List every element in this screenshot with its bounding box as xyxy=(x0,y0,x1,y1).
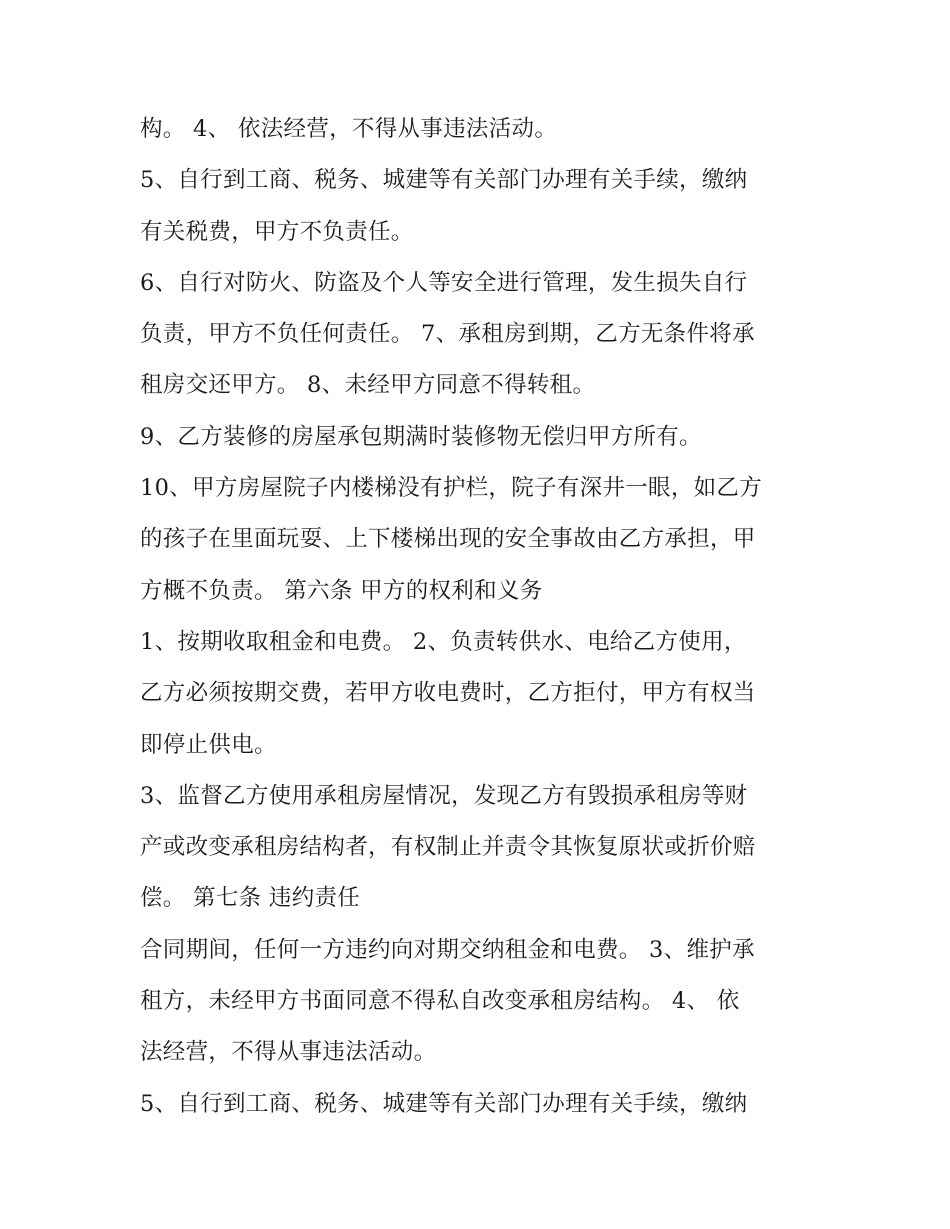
text-line: 构。 4、 依法经营，不得从事违法活动。 xyxy=(140,116,558,142)
text-line: 方概不负责。 第六条 甲方的权利和义务 xyxy=(140,577,543,604)
text-line: 9、乙方装修的房屋承包期满时装修物无偿归甲方所有。 xyxy=(140,423,702,450)
text-line: 3、监督乙方使用承租房屋情况，发现乙方有毁损承租房等财 xyxy=(140,782,748,809)
text-line: 即停止供电。 xyxy=(140,731,277,758)
text-line: 5、自行到工商、税务、城建等有关部门办理有关手续，缴纳 xyxy=(140,1090,748,1117)
text-line: 6、自行对防火、防盗及个人等安全进行管理，发生损失自行 xyxy=(140,269,748,296)
text-line: 有关税费，甲方不负责任。 xyxy=(140,218,414,245)
text-line: 10、甲方房屋院子内楼梯没有护栏，院子有深井一眼，如乙方 xyxy=(140,475,763,502)
text-line: 合同期间，任何一方违约向对期交纳租金和电费。 3、维护承 xyxy=(140,936,755,963)
text-line: 乙方必须按期交费，若甲方收电费时，乙方拒付，甲方有权当 xyxy=(140,680,756,707)
text-line: 偿。 第七条 违约责任 xyxy=(140,885,361,912)
text-line: 1、按期收取租金和电费。 2、负责转供水、电给乙方使用， xyxy=(140,628,747,655)
document-body xyxy=(140,104,830,1130)
text-line: 产或改变承租房结构者，有权制止并责令其恢复原状或折价赔 xyxy=(140,834,756,861)
text-line: 租房交还甲方。 8、未经甲方同意不得转租。 xyxy=(140,372,596,399)
text-line: 的孩子在里面玩耍、上下楼梯出现的安全事故由乙方承担，甲 xyxy=(140,526,756,553)
text-line: 租方，未经甲方书面同意不得私自改变承租房结构。 4、 依 xyxy=(140,988,740,1015)
text-line: 法经营，不得从事违法活动。 xyxy=(140,1039,437,1066)
text-line: 5、自行到工商、税务、城建等有关部门办理有关手续，缴纳 xyxy=(140,167,748,194)
text-line: 负责，甲方不负任何责任。 7、承租房到期，乙方无条件将承 xyxy=(140,321,755,348)
